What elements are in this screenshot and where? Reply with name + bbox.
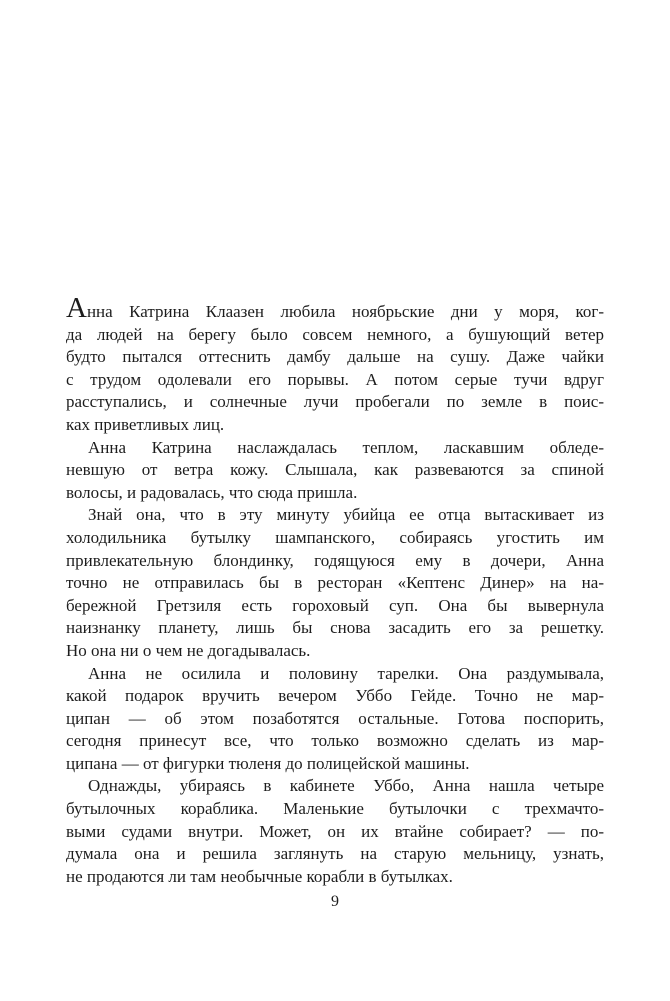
text-line: да людей на берегу было совсем немного, а бушующий ветер	[66, 324, 604, 344]
paragraph	[66, 292, 604, 437]
paragraph	[66, 504, 604, 662]
text-line	[66, 292, 604, 324]
text-line: выми судами внутри. Может, он их втайне собирает? — по-	[66, 821, 604, 841]
text-line: невшую от ветра кожу. Слышала, как развеваются за спиной	[66, 460, 604, 480]
text-line: Анна не осилила и половину тарелки. Она раздумывала,	[88, 663, 604, 683]
text-line: не продаются ли там необычные корабли в бутылках.	[66, 866, 453, 886]
paragraph	[66, 663, 604, 776]
text-line: точно не отправилась бы в ресторан «Кептенс Динер» на на-	[66, 573, 604, 593]
text-line: расступались, и солнечные лучи пробегали по земле в поис-	[66, 392, 604, 412]
page-text	[66, 292, 604, 888]
text-line: ках приветливых лиц.	[66, 414, 225, 434]
text-line: Но она ни о чем не догадывалась.	[66, 640, 311, 660]
text-line: бутылочных кораблика. Маленькие бутылочки с трехмачто-	[66, 799, 604, 819]
text-line: ципана — от фигурки тюленя до полицейской машины.	[66, 753, 470, 773]
text-line: волосы, и радовалась, что сюда пришла.	[66, 482, 358, 502]
text-line: наизнанку планету, лишь бы снова засадить его за решетку.	[66, 618, 604, 638]
text-line: Знай она, что в эту минуту убийца ее отца вытаскивает из	[88, 505, 604, 525]
text-line: холодильника бутылку шампанского, собираясь угостить им	[66, 527, 604, 547]
text-line: бережной Гретзиля есть гороховый суп. Она бы вывернула	[66, 595, 604, 615]
drop-cap: А	[66, 292, 87, 324]
text-line: будто пытался оттеснить дамбу дальше на сушу. Даже чайки	[66, 347, 604, 367]
text-line: Однажды, убираясь в кабинете Уббо, Анна нашла четыре	[88, 776, 604, 796]
text-line: сегодня принесут все, что только возможно сделать из мар-	[66, 731, 604, 751]
paragraph	[66, 775, 604, 888]
text-line-content: нна Катрина Клаазен любила ноябрьские дни у моря, ког-	[86, 302, 604, 321]
paragraph	[66, 437, 604, 505]
text-line: Анна Катрина наслаждалась теплом, ласкавшим обледе-	[88, 437, 604, 457]
text-line: с трудом одолевали его порывы. А потом серые тучи вдруг	[66, 369, 604, 389]
page-number: 9	[331, 893, 339, 910]
text-line: ципан — об этом позаботятся остальные. Готова поспорить,	[66, 708, 604, 728]
text-line: привлекательную блондинку, годящуюся ему в дочери, Анна	[66, 550, 604, 570]
text-line: какой подарок вручить вечером Уббо Гейде. Точно не мар-	[66, 686, 604, 706]
text-line: думала она и решила заглянуть на старую мельницу, узнать,	[66, 844, 604, 864]
